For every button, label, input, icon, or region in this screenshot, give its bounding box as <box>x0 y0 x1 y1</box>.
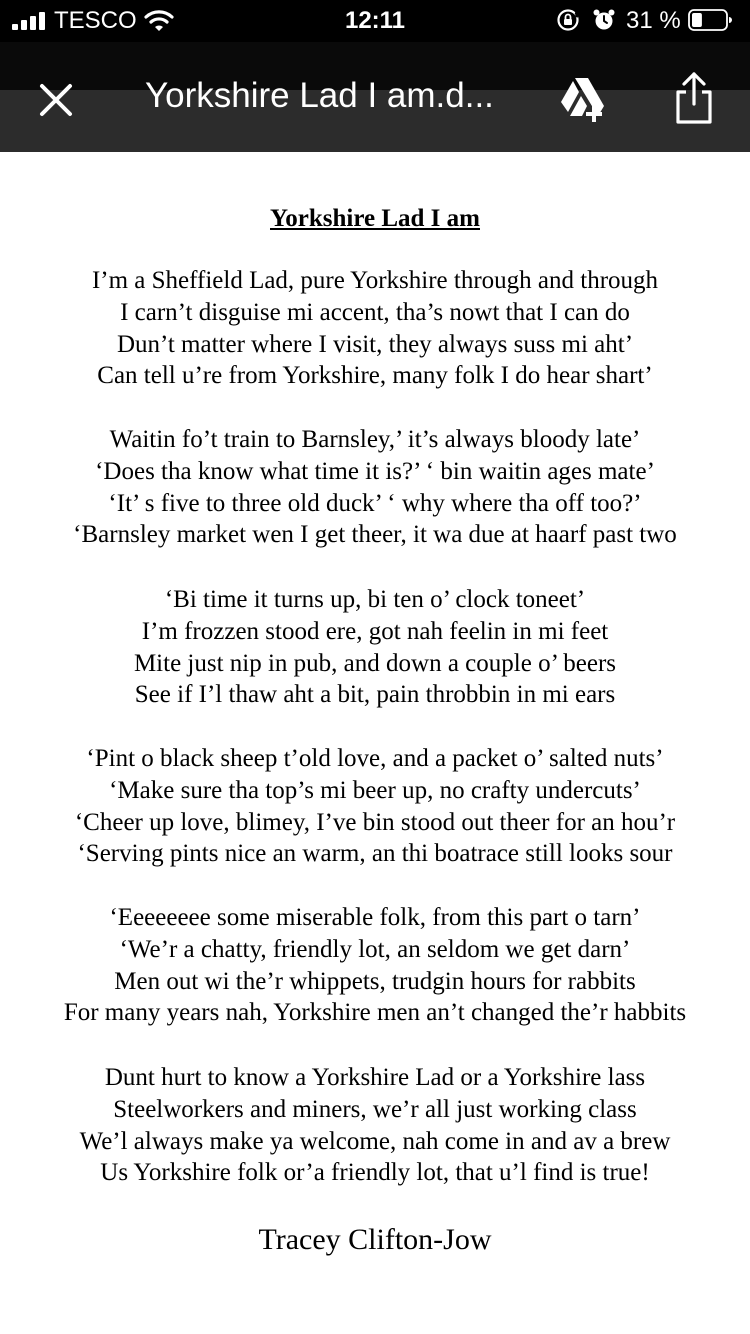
battery-level-fill <box>692 13 702 27</box>
document-title: Yorkshire Lad I am.d... <box>145 76 494 115</box>
battery-percentage: 31 % <box>626 7 681 34</box>
poem-line: Waitin fo’t train to Barnsley,’ it’s always bloody late’ <box>109 426 641 453</box>
poem-line: For many years nah, Yorkshire men an’t changed the’r habbits <box>63 999 687 1027</box>
stanza-2 <box>0 424 750 551</box>
document-viewer[interactable] <box>0 152 750 1334</box>
stanza-3 <box>0 584 750 711</box>
carrier-name: TESCO <box>54 7 137 34</box>
poem-line: ‘Does tha know what time it is?’ ‘ bin waitin ages mate’ <box>95 457 655 485</box>
poem-line: Dun’t matter where I visit, they always suss mi aht’ <box>116 330 634 358</box>
poem-line: ‘Make sure tha top’s mi beer up, no crafty undercuts’ <box>109 776 641 804</box>
status-bar <box>0 0 750 42</box>
close-icon[interactable] <box>30 74 82 126</box>
app-header <box>0 42 750 152</box>
battery-icon <box>688 9 732 31</box>
status-time: 12:11 <box>344 7 406 34</box>
poem-line: ‘Barnsley market wen I get theer, it wa due at haarf past two <box>73 521 677 549</box>
stanza-1 <box>0 265 750 392</box>
poem-line: ‘We’r a chatty, friendly lot, an seldom we get darn’ <box>119 935 631 963</box>
alarm-icon <box>592 8 616 32</box>
add-to-drive-icon[interactable] <box>556 72 608 124</box>
poem-title: Yorkshire Lad I am <box>270 205 480 232</box>
poem-line: Mite just nip in pub, and down a couple o’ beers <box>133 649 617 677</box>
poem-line: ‘Cheer up love, blimey, I’ve bin stood out theer for an hou’r <box>74 808 676 836</box>
poem-line: ‘Bi time it turns up, bi ten o’ clock toneet’ <box>164 586 586 613</box>
poem-line: ‘Eeeeeeee some miserable folk, from this part o tarn’ <box>109 904 641 931</box>
poem-line: ‘Serving pints nice an warm, an thi boatrace still looks sour <box>77 840 673 868</box>
poem-line: Can tell u’re from Yorkshire, many folk I do hear shart’ <box>97 362 653 390</box>
poem-line: Men out wi the’r whippets, trudgin hours for rabbits <box>114 967 636 995</box>
rotation-lock-icon <box>556 8 580 32</box>
poem-author: Tracey Clifton-Jow <box>258 1223 492 1256</box>
poem-line: We’l always make ya welcome, nah come in and av a brew <box>79 1127 671 1155</box>
poem-line: ‘Pint o black sheep t’old love, and a packet o’ salted nuts’ <box>86 745 664 772</box>
poem-line: Us Yorkshire folk or’a friendly lot, that u’l find is true! <box>100 1159 650 1187</box>
poem-line: Dunt hurt to know a Yorkshire Lad or a Yorkshire lass <box>104 1064 646 1091</box>
poem-line: I’m a Sheffield Lad, pure Yorkshire through and through <box>91 267 659 294</box>
stanza-5 <box>0 902 750 1029</box>
poem-line: See if I’l thaw aht a bit, pain throbbin in mi ears <box>134 681 616 709</box>
poem-line: I’m frozzen stood ere, got nah feelin in mi feet <box>141 617 609 645</box>
poem-line: ‘It’ s five to three old duck’ ‘ why where tha off too?’ <box>108 489 642 517</box>
stanza-6 <box>0 1062 750 1189</box>
stanza-4 <box>0 743 750 870</box>
poem-line: I carn’t disguise mi accent, tha’s nowt that I can do <box>120 298 630 326</box>
share-icon[interactable] <box>668 70 720 126</box>
poem-line: Steelworkers and miners, we’r all just working class <box>113 1095 637 1123</box>
